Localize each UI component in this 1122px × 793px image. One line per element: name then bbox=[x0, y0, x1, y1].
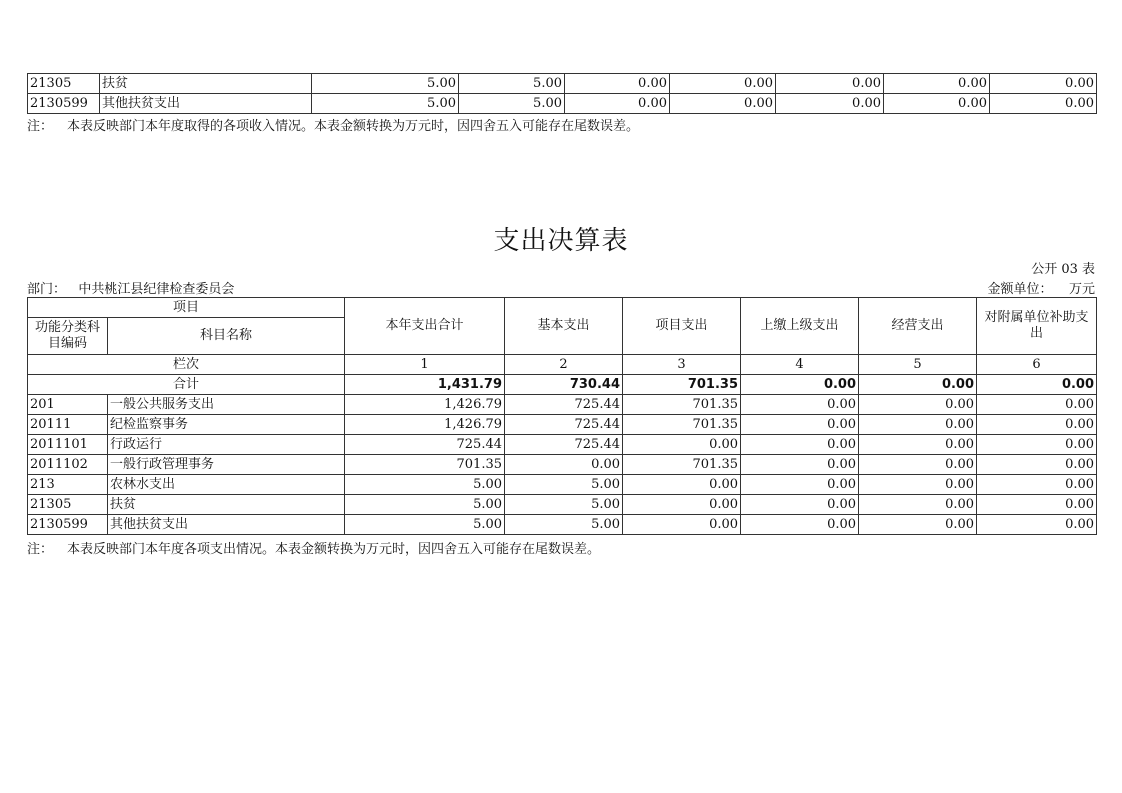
subject-name: 一般公共服务支出 bbox=[108, 395, 345, 415]
amount-cell: 0.00 bbox=[977, 395, 1097, 415]
amount-cell: 0.00 bbox=[977, 495, 1097, 515]
amount-cell: 5.00 bbox=[505, 515, 623, 535]
amount-cell: 0.00 bbox=[741, 415, 859, 435]
department-name: 中共桃江县纪律检查委员会 bbox=[78, 282, 235, 297]
amount-cell: 0.00 bbox=[623, 435, 741, 455]
subject-code: 21305 bbox=[28, 74, 100, 94]
subject-code: 2130599 bbox=[28, 515, 108, 535]
table-row bbox=[28, 94, 1097, 114]
table-row bbox=[28, 515, 1097, 535]
amount-cell: 1,426.79 bbox=[345, 415, 505, 435]
amount-cell: 0.00 bbox=[977, 475, 1097, 495]
seq-label: 栏次 bbox=[28, 355, 345, 375]
amount-unit-label: 金额单位： bbox=[987, 282, 1053, 297]
header-col-2: 基本支出 bbox=[505, 298, 623, 355]
amount-cell: 701.35 bbox=[623, 455, 741, 475]
expense-table-note bbox=[27, 538, 600, 557]
amount-cell: 5.00 bbox=[345, 475, 505, 495]
amount-cell: 0.00 bbox=[741, 475, 859, 495]
note-label: 注： bbox=[27, 542, 54, 557]
total-cell: 0.00 bbox=[977, 375, 1097, 395]
subject-name: 其他扶贫支出 bbox=[108, 515, 345, 535]
amount-cell: 0.00 bbox=[859, 415, 977, 435]
table-row bbox=[28, 475, 1097, 495]
subject-name: 扶贫 bbox=[108, 495, 345, 515]
total-label: 合计 bbox=[28, 375, 345, 395]
amount-cell: 0.00 bbox=[670, 94, 776, 114]
note-text: 本表反映部门本年度取得的各项收入情况。本表金额转换为万元时，因四舍五入可能存在尾数误差。 bbox=[67, 119, 640, 134]
amount-cell: 0.00 bbox=[670, 74, 776, 94]
amount-cell: 0.00 bbox=[884, 94, 990, 114]
amount-cell: 5.00 bbox=[345, 495, 505, 515]
amount-cell: 0.00 bbox=[623, 475, 741, 495]
amount-cell: 0.00 bbox=[623, 495, 741, 515]
amount-cell: 0.00 bbox=[977, 455, 1097, 475]
income-table-body bbox=[28, 74, 1097, 114]
note-label: 注： bbox=[27, 119, 54, 134]
amount-cell: 725.44 bbox=[345, 435, 505, 455]
seq-number: 4 bbox=[741, 355, 859, 375]
amount-cell: 725.44 bbox=[505, 415, 623, 435]
table-row bbox=[28, 74, 1097, 94]
amount-cell: 0.00 bbox=[565, 74, 670, 94]
amount-cell: 0.00 bbox=[741, 515, 859, 535]
subject-code: 20111 bbox=[28, 415, 108, 435]
header-code: 功能分类科目编码 bbox=[28, 318, 108, 355]
subject-code: 213 bbox=[28, 475, 108, 495]
header-col-5: 经营支出 bbox=[859, 298, 977, 355]
amount-cell: 0.00 bbox=[741, 495, 859, 515]
subject-code: 21305 bbox=[28, 495, 108, 515]
income-table-continuation bbox=[27, 73, 1097, 114]
department-label: 部门： bbox=[27, 282, 67, 297]
note-text: 本表反映部门本年度各项支出情况。本表金额转换为万元时，因四舍五入可能存在尾数误差。 bbox=[67, 542, 601, 557]
table-row bbox=[28, 455, 1097, 475]
amount-cell: 0.00 bbox=[776, 94, 884, 114]
amount-unit-value: 万元 bbox=[1068, 282, 1095, 297]
total-cell: 0.00 bbox=[859, 375, 977, 395]
subject-code: 201 bbox=[28, 395, 108, 415]
amount-cell: 0.00 bbox=[741, 395, 859, 415]
amount-cell: 0.00 bbox=[859, 475, 977, 495]
header-col-1: 本年支出合计 bbox=[345, 298, 505, 355]
amount-cell: 0.00 bbox=[859, 435, 977, 455]
header-item: 项目 bbox=[28, 298, 345, 318]
seq-number: 2 bbox=[505, 355, 623, 375]
amount-cell: 5.00 bbox=[505, 475, 623, 495]
expense-table bbox=[27, 297, 1097, 535]
subject-name: 一般行政管理事务 bbox=[108, 455, 345, 475]
total-cell: 0.00 bbox=[741, 375, 859, 395]
amount-cell: 0.00 bbox=[977, 435, 1097, 455]
amount-cell: 0.00 bbox=[859, 515, 977, 535]
seq-number: 3 bbox=[623, 355, 741, 375]
total-cell: 701.35 bbox=[623, 375, 741, 395]
subject-code: 2011102 bbox=[28, 455, 108, 475]
subject-name: 行政运行 bbox=[108, 435, 345, 455]
seq-number: 5 bbox=[859, 355, 977, 375]
seq-number: 1 bbox=[345, 355, 505, 375]
table-row bbox=[28, 495, 1097, 515]
amount-unit bbox=[987, 278, 1095, 297]
amount-cell: 0.00 bbox=[859, 455, 977, 475]
amount-cell: 1,426.79 bbox=[345, 395, 505, 415]
header-col-4: 上缴上级支出 bbox=[741, 298, 859, 355]
income-table-note bbox=[27, 115, 639, 134]
header-name: 科目名称 bbox=[108, 318, 345, 355]
subject-name: 其他扶贫支出 bbox=[100, 94, 312, 114]
amount-cell: 725.44 bbox=[505, 395, 623, 415]
total-row bbox=[28, 375, 1097, 395]
table-row bbox=[28, 415, 1097, 435]
table-row bbox=[28, 435, 1097, 455]
department-line bbox=[27, 278, 234, 297]
subject-name: 扶贫 bbox=[100, 74, 312, 94]
amount-cell: 0.00 bbox=[859, 495, 977, 515]
header-col-6: 对附属单位补助支出 bbox=[977, 298, 1097, 355]
amount-cell: 0.00 bbox=[741, 435, 859, 455]
subject-name: 纪检监察事务 bbox=[108, 415, 345, 435]
seq-number: 6 bbox=[977, 355, 1097, 375]
amount-cell: 5.00 bbox=[345, 515, 505, 535]
amount-cell: 5.00 bbox=[312, 94, 459, 114]
amount-cell: 5.00 bbox=[505, 495, 623, 515]
expense-table-body bbox=[28, 395, 1097, 535]
amount-cell: 0.00 bbox=[977, 415, 1097, 435]
amount-cell: 5.00 bbox=[312, 74, 459, 94]
subject-code: 2011101 bbox=[28, 435, 108, 455]
total-cell: 1,431.79 bbox=[345, 375, 505, 395]
amount-cell: 0.00 bbox=[623, 515, 741, 535]
amount-cell: 5.00 bbox=[459, 94, 565, 114]
amount-cell: 701.35 bbox=[623, 395, 741, 415]
page-title: 支出决算表 bbox=[493, 226, 629, 256]
expense-table-header bbox=[28, 298, 1097, 395]
header-col-3: 项目支出 bbox=[623, 298, 741, 355]
amount-cell: 725.44 bbox=[505, 435, 623, 455]
form-code: 公开 03 表 bbox=[1031, 262, 1095, 277]
amount-cell: 0.00 bbox=[741, 455, 859, 475]
amount-cell: 0.00 bbox=[776, 74, 884, 94]
amount-cell: 0.00 bbox=[565, 94, 670, 114]
amount-cell: 0.00 bbox=[977, 515, 1097, 535]
amount-cell: 0.00 bbox=[884, 74, 990, 94]
amount-cell: 701.35 bbox=[345, 455, 505, 475]
amount-cell: 701.35 bbox=[623, 415, 741, 435]
amount-cell: 0.00 bbox=[990, 94, 1097, 114]
amount-cell: 5.00 bbox=[459, 74, 565, 94]
total-cell: 730.44 bbox=[505, 375, 623, 395]
amount-cell: 0.00 bbox=[505, 455, 623, 475]
table-row bbox=[28, 395, 1097, 415]
subject-code: 2130599 bbox=[28, 94, 100, 114]
subject-name: 农林水支出 bbox=[108, 475, 345, 495]
amount-cell: 0.00 bbox=[990, 74, 1097, 94]
amount-cell: 0.00 bbox=[859, 395, 977, 415]
